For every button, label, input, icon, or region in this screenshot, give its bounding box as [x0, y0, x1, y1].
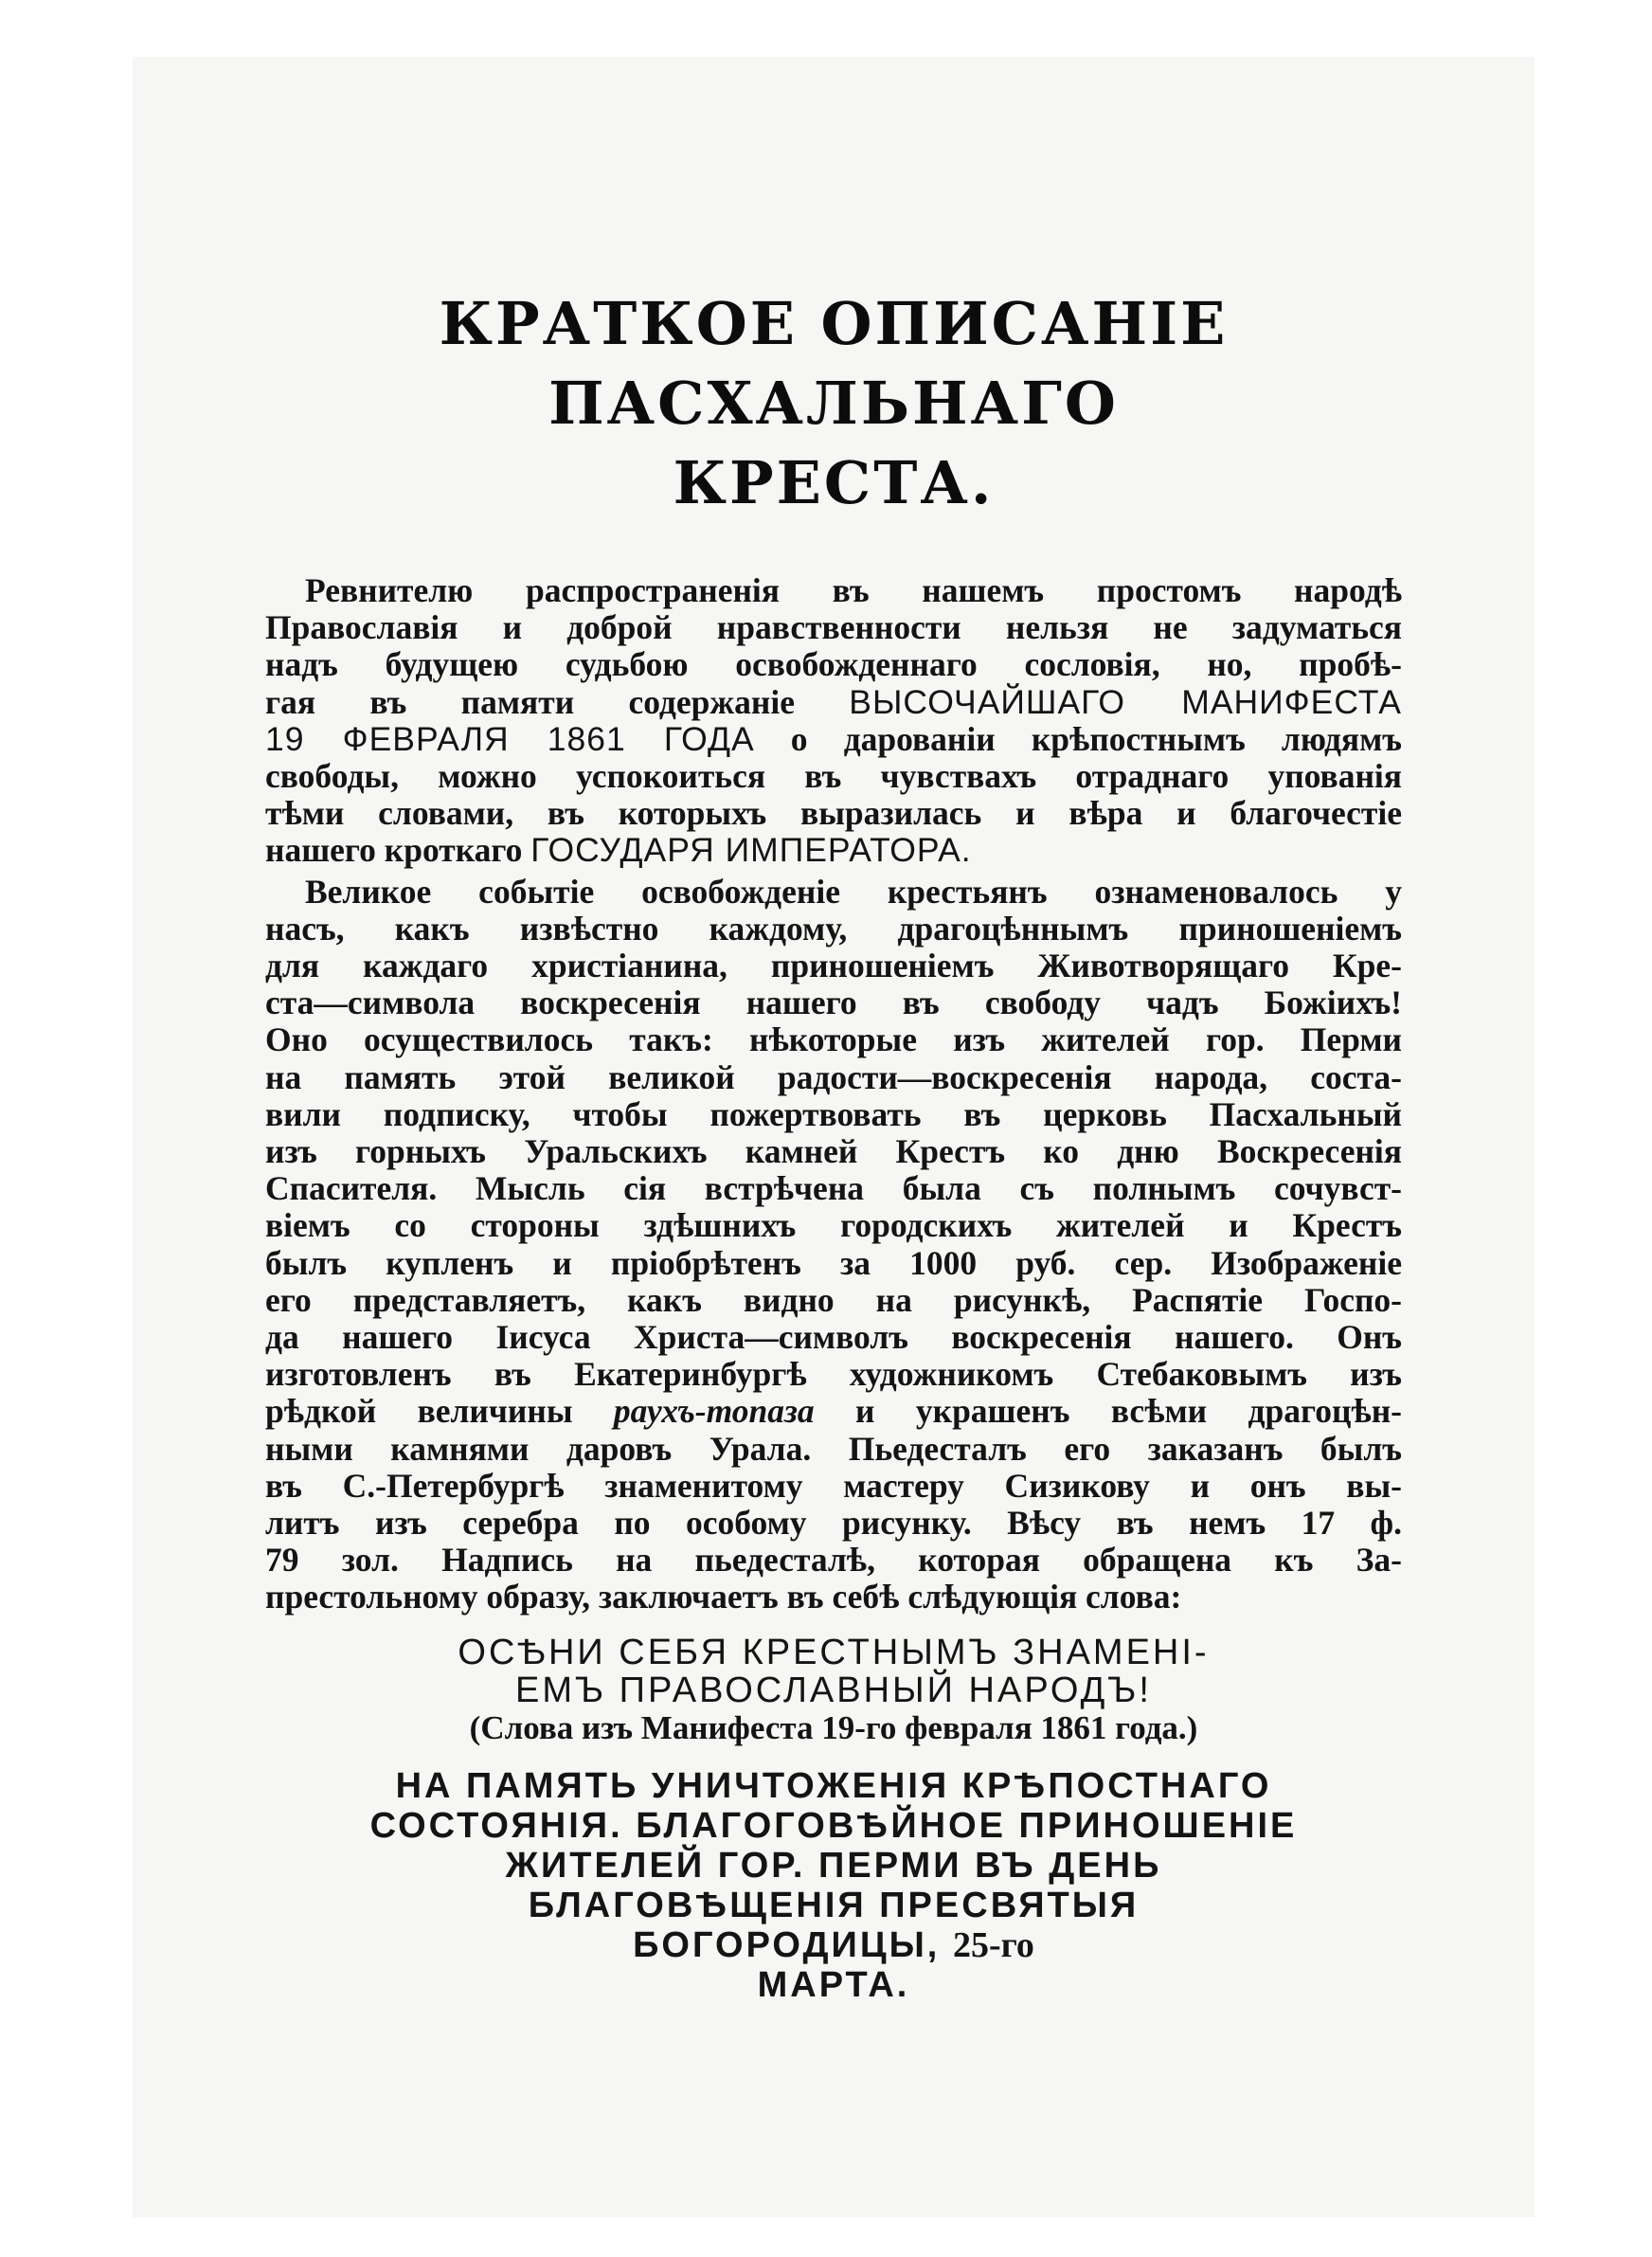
- text-line: [265, 684, 1402, 721]
- text-line: надъ будущею судьбою освобожденнаго сословія, но, пробѣ-: [265, 645, 1402, 684]
- text-line: литъ изъ серебра по особому рисунку. Вѣсу въ немъ 17 ф.: [265, 1504, 1402, 1543]
- paragraph-introduction: [265, 572, 1402, 870]
- text-line: Спасителя. Мысль сія встрѣчена была съ полнымъ сочувст-: [265, 1169, 1402, 1208]
- text-line: [265, 1393, 1402, 1430]
- dedication-date: 25-го: [952, 1924, 1034, 1965]
- title-line-1: КРАТКОЕ ОПИСАНІЕ ПАСХАЛЬНАГО: [439, 289, 1229, 438]
- inscription-line-1: ОСѢНИ СЕБЯ КРЕСТНЫМЪ ЗНАМЕНІ-: [458, 1632, 1210, 1672]
- text-line: [265, 832, 1402, 869]
- text-line: его представляетъ, какъ видно на рисункѣ, Распятіе Госпо-: [265, 1280, 1402, 1319]
- emperor-title: ГОСУДАРЯ ИМПЕРАТОРА.: [530, 831, 972, 870]
- text-line: изъ горныхъ Уральскихъ камней Крестъ ко дню Воскресенія: [265, 1132, 1402, 1171]
- text-line: да нашего Іисуса Христа—символъ воскресенія нашего. Онъ: [265, 1318, 1402, 1357]
- text-run: рѣдкой величины: [265, 1392, 614, 1431]
- title-line-2: КРЕСТА.: [673, 448, 995, 517]
- text-run: БОГОРОДИЦЫ,: [633, 1924, 953, 1965]
- dedication-line: ЖИТЕЛЕЙ ГОР. ПЕРМИ ВЪ ДЕНЬ: [505, 1845, 1162, 1886]
- text-run: нашего кроткаго: [265, 831, 531, 870]
- text-line: тѣми словами, въ которыхъ выразилась и вѣра и благочестіе: [265, 794, 1402, 833]
- text-line: на память этой великой радости—воскресенія народа, соста-: [265, 1057, 1402, 1096]
- text-line: ста—символа воскресенія нашего въ свободу чадъ Божіихъ!: [265, 984, 1402, 1022]
- text-line: Ревнителю распространенія въ нашемъ простомъ народѣ: [305, 571, 1402, 609]
- inscription-line-2: ЕМЪ ПРАВОСЛАВНЫЙ НАРОДЪ!: [515, 1670, 1152, 1710]
- text-run: о дарованіи крѣпостнымъ людямъ: [754, 719, 1402, 758]
- manifesto-date: 19 ФЕВРАЛЯ 1861 ГОДА: [265, 719, 755, 758]
- text-run: гая въ памяти содержаніе: [265, 682, 850, 721]
- text-line: ными камнями даровъ Урала. Пьедесталъ его заказанъ былъ: [265, 1429, 1402, 1468]
- text-run: и украшенъ всѣми драгоцѣн-: [814, 1392, 1402, 1431]
- text-line: былъ купленъ и пріобрѣтенъ за 1000 руб. сер. Изображеніе: [265, 1243, 1402, 1282]
- text-line: для каждаго христіанина, приношеніемъ Животворящаго Кре-: [265, 947, 1402, 985]
- text-line: насъ, какъ извѣстно каждому, драгоцѣннымъ приношеніемъ: [265, 909, 1402, 948]
- dedication-line: МАРТА.: [757, 1964, 910, 2005]
- dedication-line: СОСТОЯНІЯ. БЛАГОГОВѢЙНОЕ ПРИНОШЕНІЕ: [369, 1805, 1298, 1846]
- paragraph-description: [265, 874, 1402, 1616]
- dedication-line: [265, 1925, 1402, 1965]
- text-line: Великое событіе освобожденіе крестьянъ ознаменовалось у: [305, 872, 1402, 911]
- document-title: [265, 284, 1402, 523]
- manifesto-name: ВЫСОЧАЙШАГО МАНИФЕСТА: [849, 682, 1402, 721]
- text-line: Православія и доброй нравственности нельзя не задуматься: [265, 608, 1402, 647]
- text-line: изготовленъ въ Екатеринбургѣ художникомъ Стебаковымъ изъ: [265, 1355, 1402, 1394]
- gem-name: раухъ-топаза: [613, 1392, 815, 1431]
- document-body: [265, 284, 1402, 2005]
- text-line: въ С.-Петербургѣ знаменитому мастеру Сизикову и онъ вы-: [265, 1466, 1402, 1505]
- text-line: віемъ со стороны здѣшнихъ городскихъ жителей и Крестъ: [265, 1206, 1402, 1245]
- dedication-line: НА ПАМЯТЬ УНИЧТОЖЕНІЯ КРѢПОСТНАГО: [395, 1765, 1272, 1806]
- text-line: [265, 721, 1402, 758]
- text-line: свободы, можно успокоиться въ чувствахъ отраднаго упованія: [265, 757, 1402, 796]
- inscription-source: (Слова изъ Манифеста 19-го февраля 1861 года.): [469, 1708, 1198, 1746]
- text-line: Оно осуществилось такъ: нѣкоторые изъ жителей гор. Перми: [265, 1020, 1402, 1059]
- inscription-block: [265, 1634, 1402, 2005]
- text-line: 79 зол. Надпись на пьедесталѣ, которая обращена къ За-: [265, 1541, 1402, 1580]
- dedication-line: БЛАГОВѢЩЕНІЯ ПРЕСВЯТЫЯ: [528, 1885, 1140, 1925]
- text-line: вили подписку, чтобы пожертвовать въ церковь Пасхальный: [265, 1094, 1402, 1133]
- text-line: престольному образу, заключаетъ въ себѣ слѣдующія слова:: [265, 1578, 1182, 1616]
